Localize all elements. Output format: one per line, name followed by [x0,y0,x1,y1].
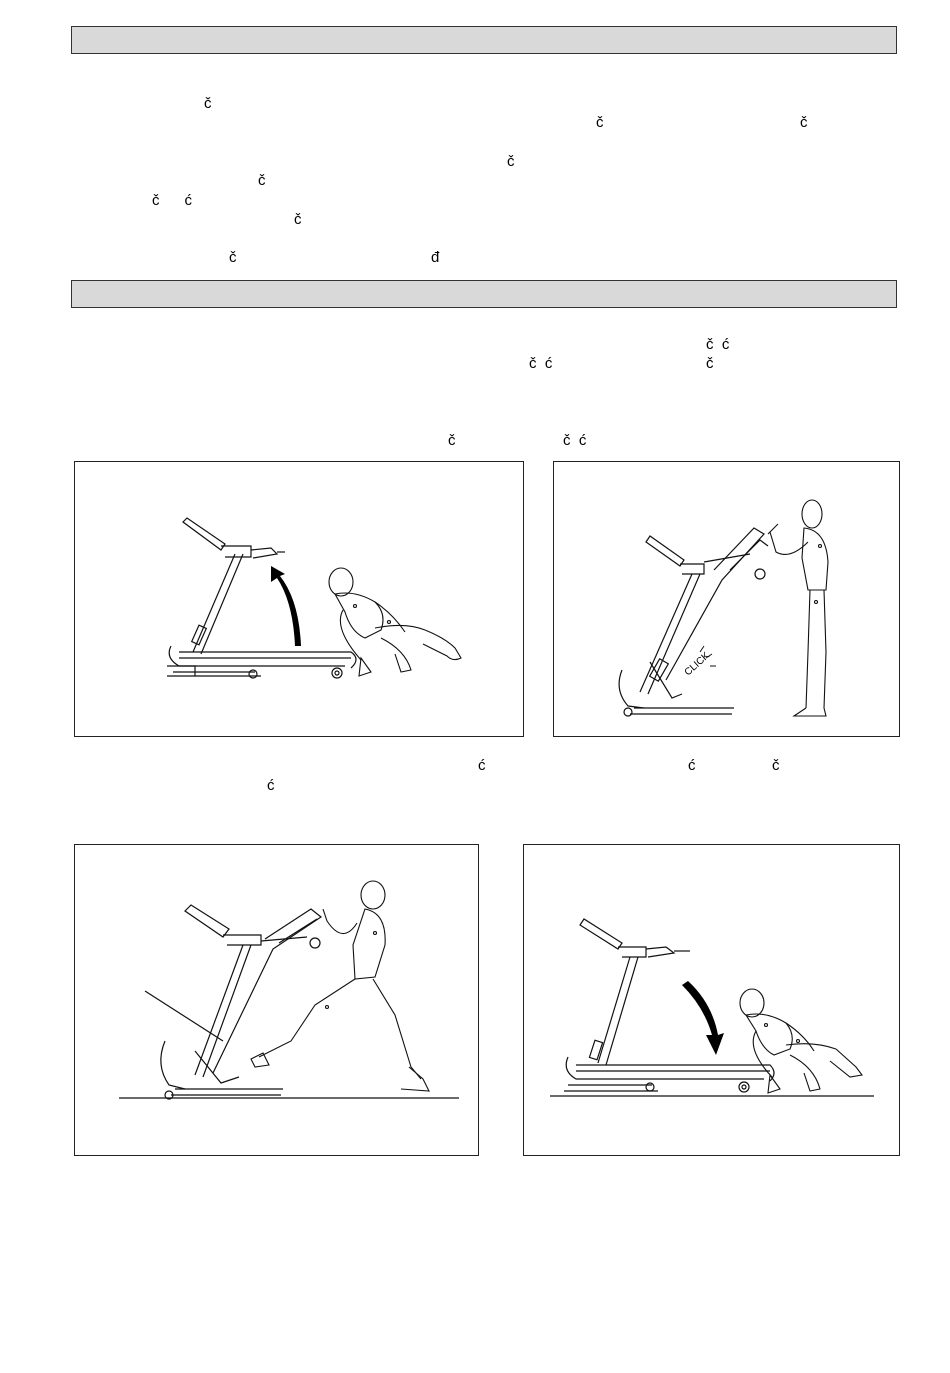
arrow-up-icon [271,566,301,646]
text-glyph: č [596,114,604,131]
text-glyph: đ [431,249,440,266]
text-glyph: ć [478,757,486,774]
arrow-down-icon [682,981,724,1055]
text-glyph: ć [267,777,275,794]
treadmill-unfold-illustration [524,845,901,1157]
treadmill-fold-illustration [75,462,525,738]
text-glyph: ć [688,757,696,774]
treadmill-lock-illustration [554,462,901,738]
figure-panel-1 [74,461,524,737]
text-glyph: č [258,172,266,189]
text-glyph: č [294,211,302,228]
text-glyph: č [204,95,212,112]
text-glyph: č ć [706,336,730,353]
text-glyph: č ć [563,432,587,449]
click-label: CLICK [682,650,712,679]
treadmill-folded-illustration [75,845,480,1157]
text-glyph: č ć [152,192,193,209]
text-glyph: č [507,153,515,170]
text-glyph: č [800,114,808,131]
text-glyph: č ć [529,355,553,372]
text-glyph: č [772,757,780,774]
text-glyph: č [706,355,714,372]
section-header-bar-2 [71,280,897,308]
section-header-bar-1 [71,26,897,54]
text-glyph: č [448,432,456,449]
figure-panel-2 [553,461,900,737]
figure-panel-3 [74,844,479,1156]
figure-panel-4 [523,844,900,1156]
text-glyph: č [229,249,237,266]
